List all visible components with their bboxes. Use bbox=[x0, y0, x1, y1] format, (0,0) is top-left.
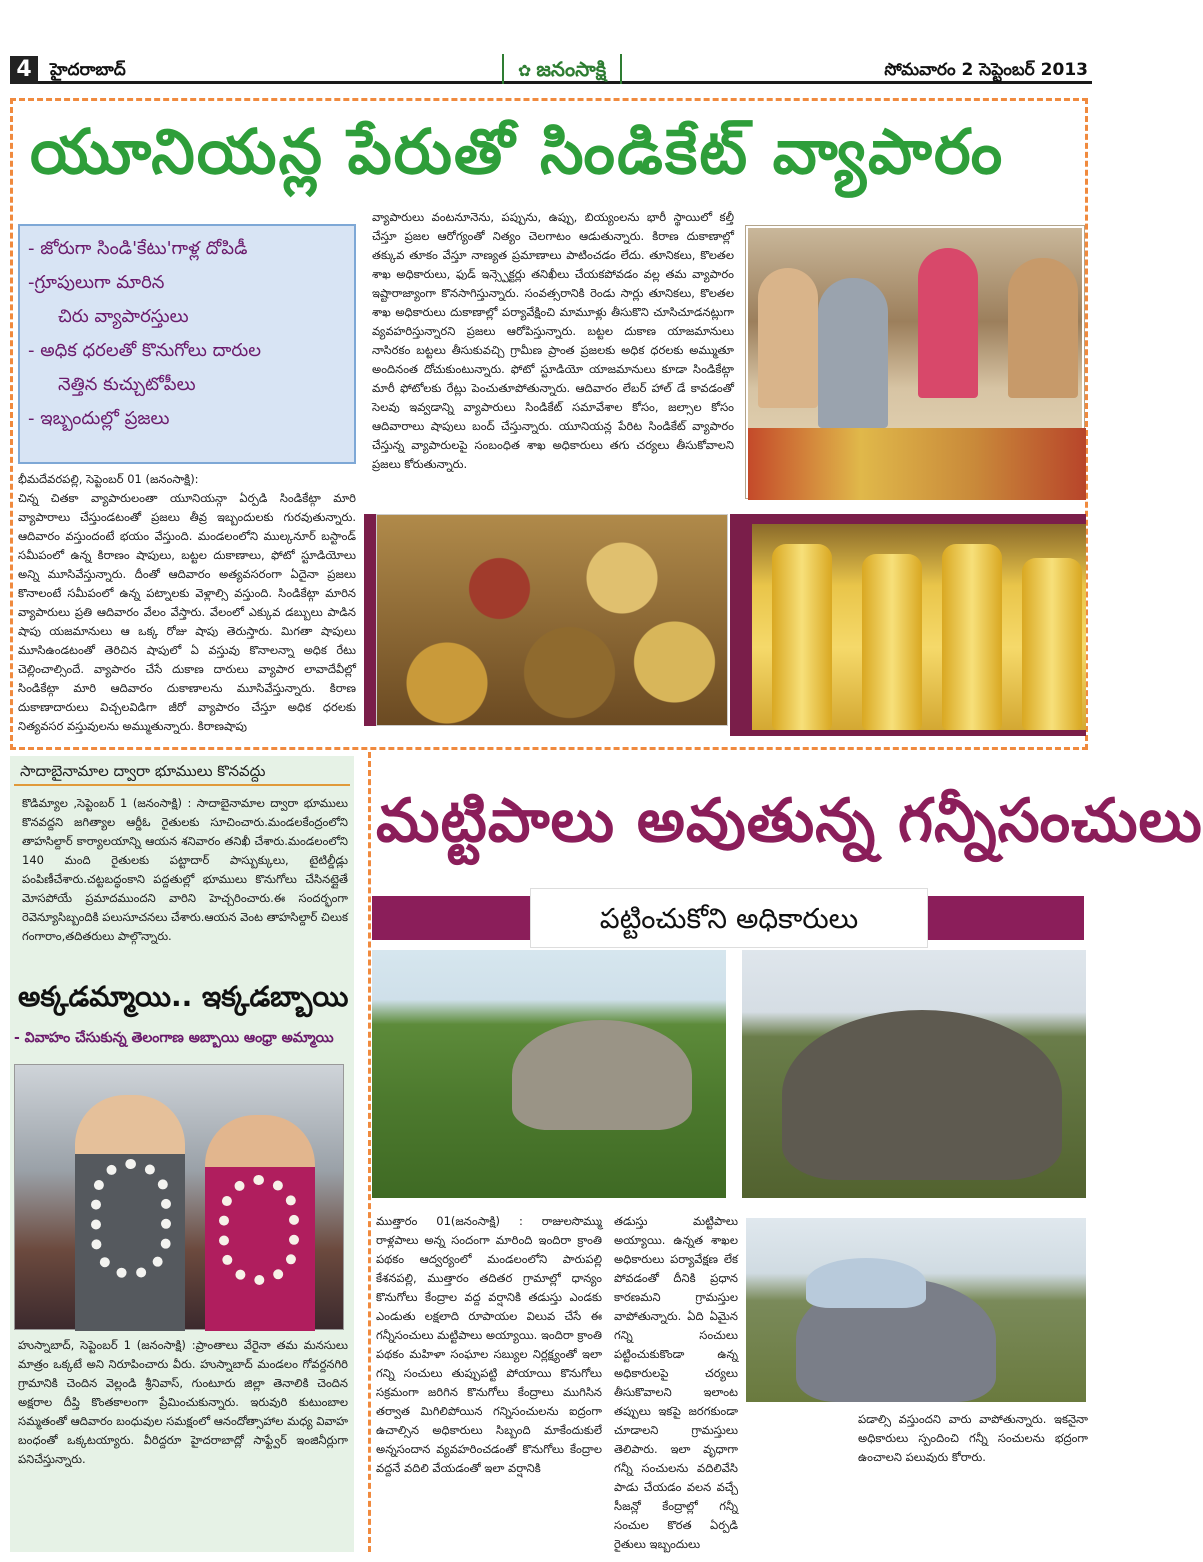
shopkeeper-figure bbox=[1008, 258, 1078, 398]
edition-city: హైదరాబాద్ bbox=[50, 60, 126, 80]
highlight-item: - జోరుగా సిండి'కేటు'గాళ్ల దోపిడీ bbox=[28, 238, 248, 259]
highlight-item: నెత్తిన కుచ్చుటోపీలు bbox=[58, 374, 196, 395]
page-number: 4 bbox=[10, 56, 38, 84]
highlight-item: - అధిక ధరలతో కొనుగోలు దారుల bbox=[28, 340, 261, 361]
grains-photo bbox=[376, 514, 728, 726]
story4-headline: మట్టిపాలు అవుతున్న గన్నీసంచులు bbox=[376, 786, 1203, 856]
gunny-bag-pile bbox=[782, 1010, 1062, 1180]
story4-column-2-text: తడుస్తు మట్టిపాలు అయ్యాయి. ఉన్నత శాఖల అధికారులు పర్యావేక్షణ లేక పోవడంతో దీనికి ప్రధాన కారణమని గ్రామస్తుల వాపోతున్నారు. ఏది ఏమైన గన్ని సంచులు పట్టించుకుకొండా ఉన్న అధికారులపై చర్యలు తీసుకొవాలని ఇలాంట తప్పులు ఇకపై జరగకుండా చూడాలని గ్రామస్తులు తెలిపారు. ఇలా వృధాగా గన్నీ సంచులను వదిలివేసి పాడు చేయడం వలన వచ్చే సీజన్లో కేంద్రాల్లో గన్నీ సంచుల కొరత ఏర్పడి రైతులు ఇబ్బందులు bbox=[614, 1214, 738, 1551]
story4-subhead: పట్టించుకోని అధికారులు bbox=[530, 888, 928, 948]
garland bbox=[91, 1159, 171, 1279]
story4-column-1: ముత్తారం 01(జనంసాక్షి) : రాజులసొమ్ము రాళ్లపాలు అన్న సందంగా మారింది ఇందిరా క్రాంతి పథకం ఆద్వర్యంలో మండలంలోని పారుపల్లి కేశనపల్లి, ముత్తారం తదితర గ్రామాల్లో ధాన్యం కొనుగోలు కేంద్రాల వద్ద వర్షానికి తడుస్తు ఎండకు ఎండుతు లక్షలాది రూపాయల విలువ చేసే ఈ గన్నీసంచులు మట్టిపాలు అయ్యాయి. ఇందిరా క్రాంతి పథకం మహిళా సంఘాల సబ్యుల నిర్లక్ష్యంతో ఇలా గన్ని సంచులు తుప్పుపట్టి పోయాయి కొనుగోలు సక్రమంగా జరిగిన కొనుగోలు కేంద్రాలు ముగిసిన తర్వాత మిగిలిపోయిన గన్నిసంచులను ఐద్రంగా ఉచాల్సిన అధికారులు సిబ్బంది మాకేందుకులే అన్నసందాన వ్యవహరించడంతో కొనుగోలు కేంద్రాల వద్దనే వదిలి వేయడంతో ఇలా వర్షానికి bbox=[376, 1214, 602, 1475]
story2-body: కొడిమ్యాల ,సెప్టెంబర్ 1 (జనంసాక్షి) : సాదాబైనామాల ద్వారా భూములు కొనవద్దని జగిత్యాల ఆర్డీఓ రైతులకు సూచించారు.మండలకేంద్రంలోని తాహసిల్దార్ కార్యాలయాన్ని ఆయన శనివారం తనిఖీ చేశారు.మండలంలోని 140 మంది రైతులకు పట్టాదార్ పాస్బుక్కులు, టైటిల్డీడ్లు పంపిణీచేశారు.చట్టబద్ధంకాని పద్దతుల్లో భూములు కొనుగోలు చేసినట్లైతే మోసపోయే ప్రమాదముందని వారిని హెచ్చరించారు.ఈ సందర్భంగా రెవెన్యూసిబ్బందికి పలుసూచనలు చేశారు.ఆయన వెంట తాహసిల్దార్ చిలుక గంగారాం,తదితరులు పాల్గొన్నారు. bbox=[22, 796, 348, 943]
grain-sacks bbox=[748, 428, 1086, 500]
customer-figure bbox=[758, 268, 818, 408]
masthead-logo bbox=[502, 54, 622, 84]
gunny-bags-field-photo bbox=[372, 950, 726, 1198]
story4-column-2b bbox=[614, 1410, 848, 1552]
page-header bbox=[10, 58, 1092, 84]
leaf-icon: ✿ bbox=[517, 61, 532, 80]
highlight-item: చిరు వ్యాపారస్తులు bbox=[58, 306, 189, 327]
customer-figure bbox=[918, 248, 978, 398]
story2-headline: సాదాబైనామాల ద్వారా భూములు కొనవద్దు bbox=[14, 760, 350, 786]
story3-headline: అక్కడమ్మాయి.. ఇక్కడబ్బాయి bbox=[18, 980, 349, 1013]
highlight-item: -గ్రూపులుగా మారిన bbox=[28, 272, 165, 293]
tarpaulin-cover bbox=[806, 1258, 926, 1308]
highlight-item: - ఇబ్బందుల్లో ప్రజలు bbox=[28, 408, 170, 429]
story3-body: హుస్నాబాద్, సెప్టెంబర్ 1 (జనంసాక్షి) :ప్రాంతాలు వేరైనా తమ మనసులు మాత్రం ఒక్కటే అని నిరూపించారు వీరు. హుస్నాబాద్ మండలం గోవర్దనగిరి గ్రామానికి చెందిన వెల్లండి శ్రీనివాస్, గుంటూరు జిల్లా తెనాలికి చెందిన అక్షరాల దీప్తి కొంతకాలంగా ప్రేమించుకున్నారు. ఇరువురి కుటుంబాల సమ్మతంతో ఆదివారం బంధువుల సమక్షంలో ఆనందోత్సాహాల మధ్య వివాహ బంధంతో ఒక్కటయ్యారు. వీరిద్దరూ హైదరాబాద్లో సాఫ్ట్వేర్ ఇంజినీర్లుగా పనిచేస్తున్నారు. bbox=[18, 1338, 348, 1466]
gunny-bags-pile-photo bbox=[742, 950, 1086, 1198]
oil-bottle bbox=[772, 544, 832, 730]
story1-mid-column: వ్యాపారులు వంటనూనెను, పప్పును, ఉప్పు, బియ్యంలను భారీ స్థాయిలో కల్తీ చేస్తూ ప్రజల ఆరోగ్యంతో నిత్యం చెలగాటం ఆడుతున్నారు. కిరాణ దుకాణాల్లో తక్కువ తూకం వేస్తూ నాణ్యత ప్రమాణాలు పాటించడం లేదు. తూనికలు, కొలతల శాఖ అధికారులు, ఫుడ్ ఇన్స్పెక్టర్లు తనిఖీలు చేయకపోవడం వల్ల తమ వ్యాపారం ఇష్టారాజ్యాంగా కొనసాగిస్తున్నారు. సంవత్సరానికి రెండు సార్లు తూనికలు, కొలతల శాఖ అధికారులు దుకాణాల్లో పర్యావేక్షించి మామూళ్లు తీసుకొని చూసిచూడనట్లుగా వ్యవహరిస్తున్నారని ప్రజలు ఆరోపిస్తున్నారు. బట్టల దుకాణ యాజమానులు నాసిరకం బట్టలు తీసుకువచ్చి గ్రామీణ ప్రాంత ప్రజలకు అధిక ధరలకు అమ్ముతూ అందినంత దోచుకుంటున్నారు. ఫోటో స్టూడియో యాజమానులు కూడా సిండికేట్గా మారీ ఫోటోలకు రేట్లు పెంచుతూపోతున్నారు. ఆదివారం లేబర్ హాల్ డే కావడంతో సెలవు ఇవ్వడాన్ని వ్యాపారులు సిండికేట్ సమావేశాల కోసం, జల్సాల కోసం ఆదివారాలు షాపులు బంద్ చేస్తున్నారు. యూనియన్ల పేరిట సిండికేట్ వ్యాపారం చేస్తున్న వ్యాపారులపై సంబంధిత శాఖ అధికారులు తగు చర్యలు తీసుకోవాలని ప్రజలు కోరుతున్నారు. bbox=[372, 210, 734, 471]
covered-bags-photo bbox=[746, 1218, 1086, 1402]
oil-bottle bbox=[1022, 558, 1082, 730]
oil-bottle bbox=[862, 554, 922, 730]
photo-frame-accent bbox=[364, 514, 376, 726]
story4-column-2a bbox=[614, 1212, 738, 1551]
story1-headline: యూనియన్ల పేరుతో సిండికేట్ వ్యాపారం bbox=[30, 115, 1005, 188]
story1-body-left: చిన్న చితకా వ్యాపారులంతా యూనియన్గా ఏర్పడి సిండికేట్గా మారి వ్యాపారాలు చేస్తుండటంతో ప్రజలు తీవ్ర ఇబ్బందులకు గురవుతున్నారు. ఆదివారం వస్తుందంటే భయం వేస్తుంది. మండలంలోని ముల్కనూర్ బస్టాండ్ సమీపంలో ఉన్న కిరాణం షాపులు, బట్టల దుకాణాలు, ఫోటో స్టూడియోలు అన్ని మూసివేస్తున్నారు. దీంతో ఆదివారం అత్యవసరంగా ఏదైనా ప్రజలు కొనాలంటే సమీపంలో ఉన్న పట్నాలకు వెళ్లాల్సి వస్తుంది. సిండికేట్గా మారిన వ్యాపారులు ప్రతి ఆదివారం వేలం వేస్తారు. వేలంలో ఎక్కువ డబ్బులు పాడిన షాపు యజమానులు ఆ ఒక్క రోజు షాపు తెరుస్తారు. మిగతా షాపులు మూసిఉండటంతో తెరిచిన షాపులో ఏ వస్తువు కొనాలన్నా అధిక రేటు చెల్లించాల్సిందే. వ్యాపారం చేసే దుకాణ దారులు వ్యాపార లావాదేవీల్లో సిండికేట్గా మారి ఆదివారం దుకాణాలను మూసివేస్తున్నారు. కిరాణ దుకాణాదారులు విచ్చలవిడిగా జీరో వ్యాపారం చేస్తూ అధిక ధరలకు నిత్యవసర వస్తువులను అమ్ముతున్నారు. కిరాణషాపు bbox=[18, 491, 356, 733]
story1-dateline: భీమదేవరపల్లి, సెప్టెంబర్ 01 (జనంసాక్షి): bbox=[18, 472, 199, 486]
story1-highlights bbox=[18, 224, 356, 464]
customer-figure bbox=[818, 278, 888, 428]
gunny-bag-pile bbox=[512, 1020, 692, 1130]
cooking-oil-photo bbox=[752, 524, 1086, 730]
story1-left-column bbox=[18, 470, 356, 744]
garland bbox=[219, 1175, 299, 1285]
grocery-shop-photo bbox=[746, 226, 1084, 498]
oil-bottle bbox=[942, 544, 1002, 730]
logo-text: జనంసాక్షి bbox=[536, 57, 607, 81]
wedding-couple-photo bbox=[14, 1064, 344, 1330]
story4-column-3: పడాల్సి వస్తుందని వారు వాపోతున్నారు. ఇకనైనా అధికారులు స్పందించి గన్నీ సంచులను భద్రంగా ఉంచాలని పలువురు కోరారు. bbox=[858, 1412, 1088, 1464]
story3-subhead: - వివాహం చేసుకున్న తెలంగాణ అబ్బాయి ఆంధ్రా అమ్మాయి bbox=[14, 1030, 334, 1046]
issue-date: సోమవారం 2 సెప్టెంబర్ 2013 bbox=[884, 60, 1088, 80]
